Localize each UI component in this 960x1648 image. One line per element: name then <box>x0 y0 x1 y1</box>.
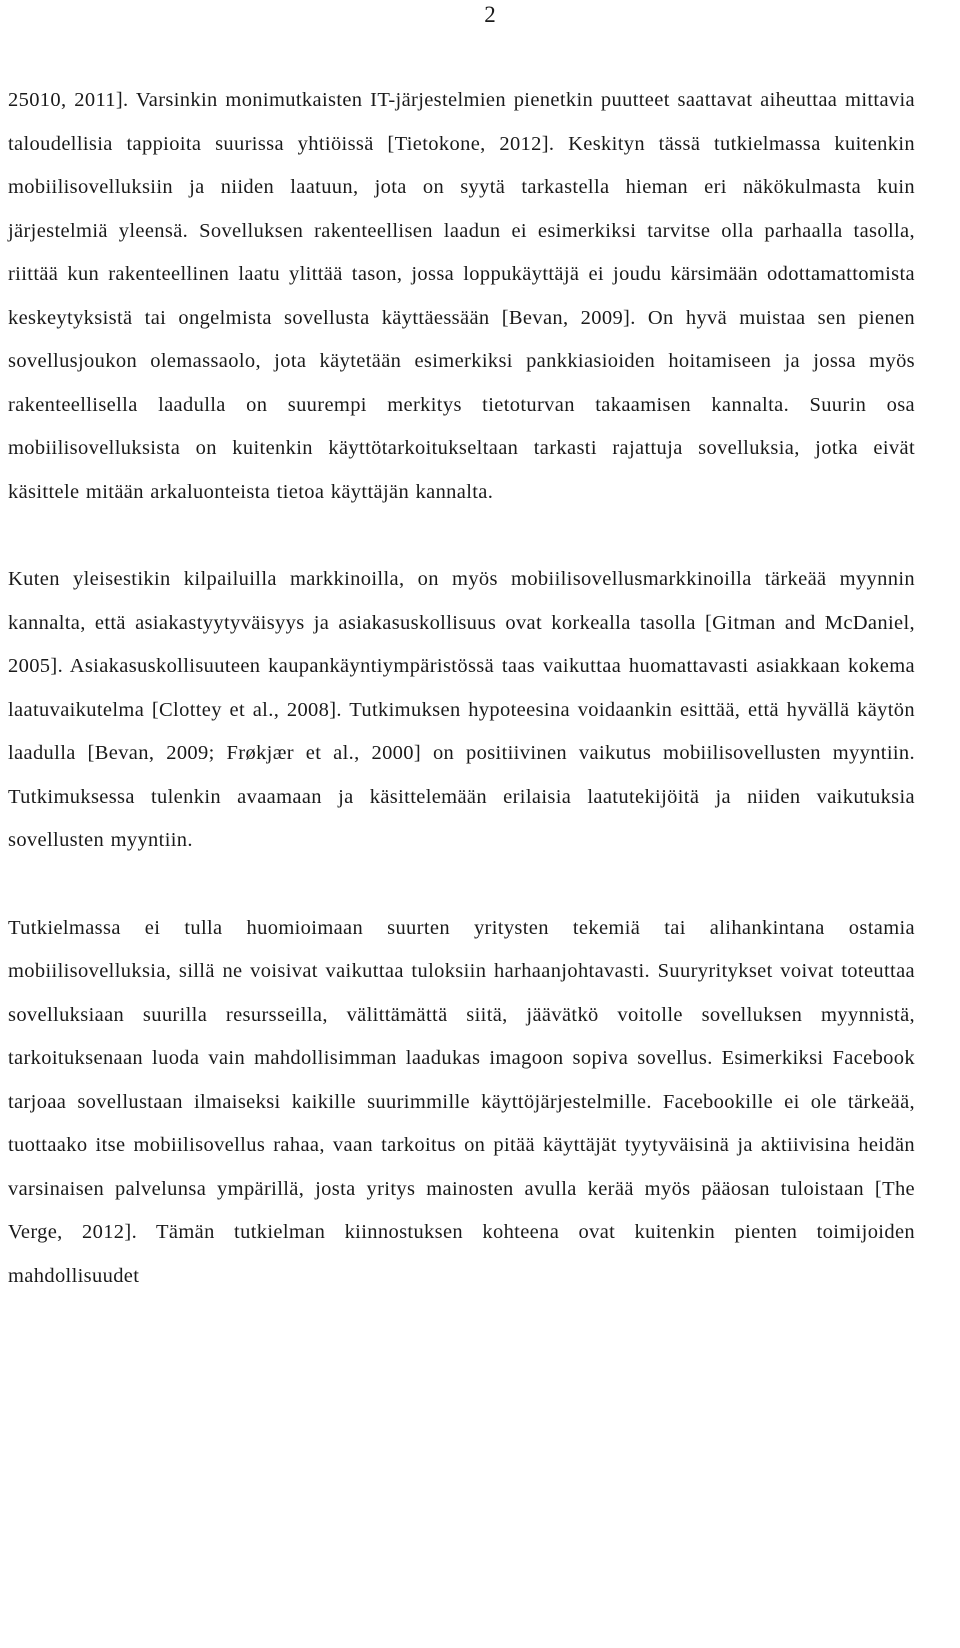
page-number: 2 <box>484 2 496 27</box>
paragraph-2: Kuten yleisestikin kilpailuilla markkinoilla, on myös mobiilisovellusmarkkinoilla tärkeää myynnin kannalta, että asiakastyytyväisyys ja asiakasuskollisuus ovat korkealla tasolla [Gitman and McDaniel, 2005]. Asiakasuskollisuuteen kaupankäyntiympäristössä taas vaikuttaa huomattavasti asiakkaan kokema laatuvaikutelma [Clottey et al., 2008]. Tutkimuksen hypoteesina voidaankin esittää, että hyvällä käytön laadulla [Bevan, 2009; Frøkjær et al., 2000] on positiivinen vaikutus mobiilisovellusten myyntiin. Tutkimuksessa tulenkin avaamaan ja käsittelemään erilaisia laatutekijöitä ja niiden vaikutuksia sovellusten myyntiin. <box>8 568 915 851</box>
document-body <box>8 79 915 1298</box>
paragraph-3: Tutkielmassa ei tulla huomioimaan suurten yritysten tekemiä tai alihankintana ostamia mobiilisovelluksia, sillä ne voisivat vaikuttaa tuloksiin harhaanjohtavasti. Suuryritykset voivat toteuttaa sovelluksiaan suurilla resursseilla, välittämättä siitä, jäävätkö voitolle sovelluksen myynnistä, tarkoituksenaan luoda vain mahdollisimman laadukas imagoon sopiva sovellus. Esimerkiksi Facebook tarjoaa sovellustaan ilmaiseksi kaikille suurimmille käyttöjärjestelmille. Facebookille ei ole tärkeää, tuottaako itse mobiilisovellus rahaa, vaan tarkoitus on pitää käyttäjät tyytyväisinä ja aktiivisina heidän varsinaisen palvelunsa ympärillä, josta yritys mainosten avulla kerää myös pääosan tuloistaan [The Verge, 2012]. Tämän tutkielman kiinnostuksen kohteena ovat kuitenkin pienten toimijoiden mahdollisuudet <box>8 916 915 1287</box>
paragraph-1: 25010, 2011]. Varsinkin monimutkaisten IT-järjestelmien pienetkin puutteet saattavat aiheuttaa mittavia taloudellisia tappioita suurissa yhtiöissä [Tietokone, 2012]. Keskityn tässä tutkielmassa kuitenkin mobiilisovelluksiin ja niiden laatuun, jota on syytä tarkastella hieman eri näkökulmasta kuin järjestelmiä yleensä. Sovelluksen rakenteellisen laadun ei esimerkiksi tarvitse olla parhaalla tasolla, riittää kun rakenteellinen laatu ylittää tason, jossa loppukäyttäjä ei joudu kärsimään odottamattomista keskeytyksistä tai ongelmista sovellusta käyttäessään [Bevan, 2009]. On hyvä muistaa sen pienen sovellusjoukon olemassaolo, jota käytetään esimerkiksi pankkiasioiden hoitamiseen ja jossa myös rakenteellisella laadulla on suurempi merkitys tietoturvan takaamisen kannalta. Suurin osa mobiilisovelluksista on kuitenkin käyttötarkoitukseltaan tarkasti rajattuja sovelluksia, jotka eivät käsittele mitään arkaluonteista tietoa käyttäjän kannalta. <box>8 89 915 503</box>
